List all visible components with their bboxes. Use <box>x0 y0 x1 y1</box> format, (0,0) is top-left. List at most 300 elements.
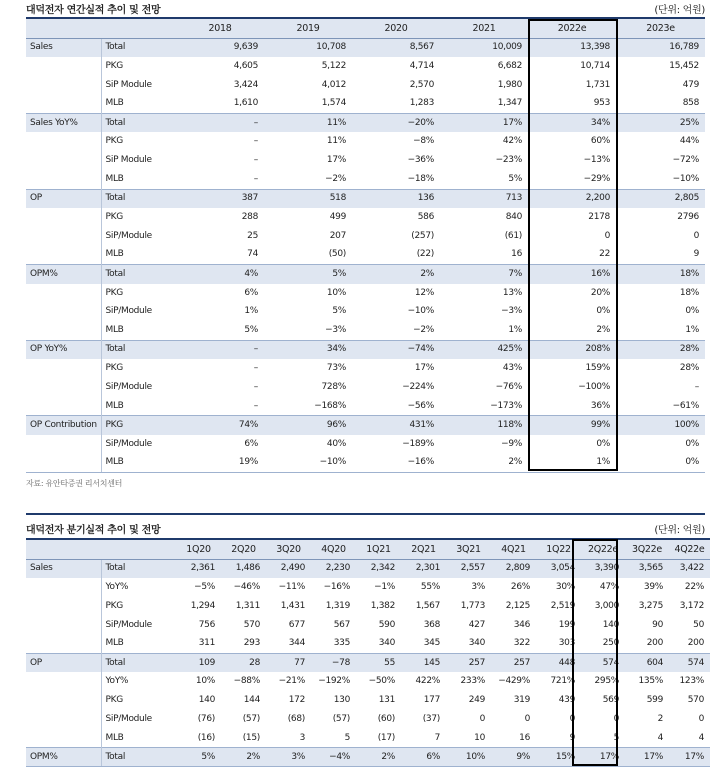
table-cell: 6% <box>244 287 258 298</box>
table-row <box>26 132 705 151</box>
table-cell: – <box>176 114 264 133</box>
annual-group-label-op-contribution: OP Contribution <box>26 416 101 435</box>
table-cell: 43% <box>502 363 522 374</box>
quarterly-column-header: 3Q22e <box>625 539 669 559</box>
table-row <box>26 208 705 227</box>
row-label: Total <box>101 265 176 284</box>
table-cell: – <box>253 381 258 392</box>
table-cell: 7% <box>440 265 528 284</box>
table-cell: −56% <box>407 400 434 411</box>
quarterly-group-label-empty <box>26 710 101 729</box>
annual-group-label-empty <box>26 321 101 340</box>
row-label: SiP/Module <box>105 438 152 449</box>
table-cell: 499 <box>329 211 346 222</box>
quarterly-group-label-op: OP <box>26 653 101 672</box>
table-cell: 55% <box>420 581 440 592</box>
table-cell: 2% <box>352 265 440 284</box>
table-cell: 1,731 <box>585 79 610 90</box>
table-cell: 42% <box>502 136 522 147</box>
table-row <box>26 170 705 189</box>
annual-results-table <box>26 17 705 473</box>
table-cell: 47% <box>599 581 619 592</box>
row-label: MLB <box>105 325 124 336</box>
table-cell: 340 <box>468 638 485 649</box>
quarterly-column-header: 1Q22 <box>536 539 581 559</box>
table-cell: 2,809 <box>491 559 536 578</box>
annual-column-header: 2019 <box>264 18 352 38</box>
table-cell: 1% <box>528 454 616 473</box>
table-row <box>26 748 710 767</box>
table-cell: 5% <box>332 306 346 317</box>
table-cell: 586 <box>417 211 434 222</box>
table-cell: 448 <box>536 653 581 672</box>
row-label: Total <box>101 559 176 578</box>
quarterly-column-header: 1Q21 <box>356 539 401 559</box>
quarterly-group-label-empty <box>26 578 101 597</box>
table-cell: (37) <box>422 714 440 725</box>
table-cell: 2,557 <box>446 559 491 578</box>
table-cell: 4,714 <box>409 60 434 71</box>
table-cell: −20% <box>352 114 440 133</box>
table-cell: 1,574 <box>321 98 346 109</box>
quarterly-group-label-empty <box>26 691 101 710</box>
table-cell: −16% <box>323 581 350 592</box>
table-cell: 0 <box>524 714 530 725</box>
table-cell: 73% <box>326 363 346 374</box>
table-cell: 3,390 <box>581 559 625 578</box>
table-cell: 479 <box>682 79 699 90</box>
annual-group-label-empty <box>26 227 101 246</box>
annual-group-label-opm: OPM% <box>26 265 101 284</box>
table-cell: 5 <box>613 732 619 743</box>
annual-header-row <box>26 18 705 38</box>
table-cell: (257) <box>411 230 434 241</box>
annual-column-header: 2022e <box>528 18 616 38</box>
table-cell: −10% <box>407 306 434 317</box>
table-cell: 4,605 <box>233 60 258 71</box>
table-cell: 10% <box>326 287 346 298</box>
table-cell: 10,708 <box>264 38 352 57</box>
row-label: Total <box>101 340 176 359</box>
table-cell: 422% <box>415 676 440 687</box>
row-label: SiP Module <box>105 155 152 166</box>
table-cell: 570 <box>243 619 260 630</box>
table-cell: 28 <box>221 653 266 672</box>
annual-group-label-empty <box>26 170 101 189</box>
table-cell: 4 <box>657 732 663 743</box>
table-cell: 5% <box>244 325 258 336</box>
table-cell: 25% <box>616 114 705 133</box>
table-cell: 858 <box>682 98 699 109</box>
table-cell: 16% <box>528 265 616 284</box>
table-row <box>26 57 705 76</box>
annual-group-label-empty <box>26 76 101 95</box>
table-cell: 0 <box>604 230 610 241</box>
table-cell: 233% <box>460 676 485 687</box>
table-cell: −3% <box>501 306 522 317</box>
quarterly-group-label-sales: Sales <box>26 559 101 578</box>
table-cell: 0% <box>685 438 699 449</box>
table-cell: 1,382 <box>370 600 395 611</box>
table-cell: 20% <box>590 287 610 298</box>
table-cell: 16,789 <box>616 38 705 57</box>
table-cell: 2 <box>657 714 663 725</box>
annual-group-label-empty <box>26 454 101 473</box>
table-cell: 19% <box>176 454 264 473</box>
table-cell: 1,311 <box>235 600 260 611</box>
table-cell: 145 <box>401 653 446 672</box>
table-cell: 22 <box>599 249 610 260</box>
table-cell: (68) <box>287 714 305 725</box>
annual-group-label-empty <box>26 208 101 227</box>
table-cell: 99% <box>528 416 616 435</box>
table-cell: 570 <box>687 695 704 706</box>
annual-column-header: 2023e <box>616 18 705 38</box>
table-row <box>26 38 705 57</box>
quarterly-column-header: 2Q22e <box>581 539 625 559</box>
table-cell: 7 <box>434 732 440 743</box>
table-cell: 1,319 <box>325 600 350 611</box>
table-cell: 135% <box>638 676 663 687</box>
table-row <box>26 578 710 597</box>
table-cell: 13,398 <box>528 38 616 57</box>
annual-group-label-empty <box>26 435 101 454</box>
table-cell: 1,347 <box>497 98 522 109</box>
row-label: SiP/Module <box>105 714 152 725</box>
table-cell: −23% <box>495 155 522 166</box>
table-cell: 2,125 <box>505 600 530 611</box>
table-cell: 257 <box>491 653 536 672</box>
table-row <box>26 265 705 284</box>
table-cell: 22% <box>684 581 704 592</box>
table-cell: 200 <box>646 638 663 649</box>
row-label: MLB <box>105 732 124 743</box>
table-cell: −173% <box>490 400 522 411</box>
row-label: Total <box>101 189 176 208</box>
table-cell: 28% <box>679 363 699 374</box>
table-row <box>26 302 705 321</box>
annual-group-label-empty <box>26 246 101 265</box>
table-cell: −9% <box>501 438 522 449</box>
table-cell: 177 <box>423 695 440 706</box>
annual-group-label-empty <box>26 95 101 114</box>
table-cell: (22) <box>416 249 434 260</box>
table-cell: 3,565 <box>625 559 669 578</box>
table-cell: – <box>253 155 258 166</box>
table-row <box>26 635 710 654</box>
table-cell: 0% <box>616 454 705 473</box>
table-cell: 0 <box>693 230 699 241</box>
row-label: YoY% <box>105 581 129 592</box>
table-cell: −46% <box>233 581 260 592</box>
table-cell: 1,980 <box>497 79 522 90</box>
table-cell: −74% <box>352 340 440 359</box>
table-cell: 2,490 <box>266 559 311 578</box>
table-cell: 713 <box>440 189 528 208</box>
table-cell: −61% <box>672 400 699 411</box>
table-cell: 9% <box>491 748 536 767</box>
table-cell: (60) <box>377 714 395 725</box>
table-cell: 2% <box>440 454 528 473</box>
table-cell: 140 <box>198 695 215 706</box>
table-cell: (57) <box>332 714 350 725</box>
table-cell: 18% <box>679 287 699 298</box>
table-cell: −168% <box>314 400 346 411</box>
table-cell: (16) <box>197 732 215 743</box>
table-cell: 136 <box>352 189 440 208</box>
table-cell: −10% <box>264 454 352 473</box>
table-cell: 1% <box>685 325 699 336</box>
table-cell: 1,610 <box>233 98 258 109</box>
annual-group-label-sales: Sales <box>26 38 101 57</box>
table-cell: −50% <box>368 676 395 687</box>
quarterly-group-label-empty <box>26 729 101 748</box>
row-label: SiP/Module <box>105 381 152 392</box>
table-cell: 9 <box>569 732 575 743</box>
table-cell: 15% <box>536 748 581 767</box>
table-cell: 431% <box>352 416 440 435</box>
table-cell: (61) <box>504 230 522 241</box>
table-cell: 322 <box>513 638 530 649</box>
table-cell: 9 <box>693 249 699 260</box>
table-cell: 1% <box>244 306 258 317</box>
table-cell: 16 <box>511 249 522 260</box>
annual-group-label-empty <box>26 302 101 321</box>
table-cell: 123% <box>679 676 704 687</box>
table-cell: 311 <box>198 638 215 649</box>
table-cell: 346 <box>513 619 530 630</box>
row-label: PKG <box>101 416 176 435</box>
table-cell: −2% <box>325 173 346 184</box>
table-cell: 4 <box>698 732 704 743</box>
table-cell: 10,714 <box>580 60 610 71</box>
table-cell: 3 <box>299 732 305 743</box>
table-cell: 2,805 <box>616 189 705 208</box>
table-cell: −88% <box>233 676 260 687</box>
table-cell: 1,283 <box>409 98 434 109</box>
table-cell: 425% <box>440 340 528 359</box>
table-cell: 8,567 <box>352 38 440 57</box>
table-cell: 0% <box>596 438 610 449</box>
table-cell: 26% <box>510 581 530 592</box>
table-cell: −8% <box>413 136 434 147</box>
table-row <box>26 397 705 416</box>
table-cell: 567 <box>333 619 350 630</box>
table-cell: 118% <box>440 416 528 435</box>
table-cell: 0% <box>685 306 699 317</box>
table-cell: 1,294 <box>190 600 215 611</box>
table-cell: 11% <box>326 136 346 147</box>
row-label: MLB <box>105 400 124 411</box>
table-cell: 3% <box>266 748 311 767</box>
table-cell: 109 <box>176 653 221 672</box>
table-cell: 1,431 <box>280 600 305 611</box>
table-cell: 250 <box>602 638 619 649</box>
row-label: SiP/Module <box>105 619 152 630</box>
table-cell: 0 <box>479 714 485 725</box>
table-cell: (57) <box>242 714 260 725</box>
table-cell: 3,054 <box>536 559 581 578</box>
quarterly-top-rule <box>26 513 705 515</box>
table-cell: – <box>253 136 258 147</box>
table-cell: 159% <box>585 363 610 374</box>
table-cell: 569 <box>602 695 619 706</box>
table-cell: 44% <box>679 136 699 147</box>
table-row <box>26 76 705 95</box>
table-cell: 953 <box>593 98 610 109</box>
table-cell: 2% <box>221 748 266 767</box>
table-cell: 10% <box>195 676 215 687</box>
table-cell: 17% <box>625 748 669 767</box>
table-cell: −5% <box>194 581 215 592</box>
table-cell: 2% <box>596 325 610 336</box>
annual-table-title: 대덕전자 연간실적 추이 및 전망 <box>26 5 161 16</box>
table-cell: 677 <box>288 619 305 630</box>
table-row <box>26 616 710 635</box>
table-cell: 2,519 <box>550 600 575 611</box>
table-row <box>26 151 705 170</box>
table-cell: 1% <box>508 325 522 336</box>
table-cell: −1% <box>374 581 395 592</box>
table-cell: 303 <box>558 638 575 649</box>
table-cell: 756 <box>198 619 215 630</box>
table-row <box>26 416 705 435</box>
table-cell: 3% <box>471 581 485 592</box>
table-row <box>26 340 705 359</box>
table-cell: 590 <box>378 619 395 630</box>
table-cell: 0% <box>596 306 610 317</box>
table-cell: 1,567 <box>415 600 440 611</box>
table-cell: 0 <box>698 714 704 725</box>
row-label: Total <box>101 38 176 57</box>
table-row <box>26 454 705 473</box>
quarterly-group-label-empty <box>26 672 101 691</box>
quarterly-column-header: 4Q22e <box>669 539 710 559</box>
quarterly-results-table <box>26 538 710 767</box>
table-cell: 18% <box>616 265 705 284</box>
table-cell: −13% <box>583 155 610 166</box>
table-cell: −29% <box>583 173 610 184</box>
quarterly-group-label-empty <box>26 616 101 635</box>
quarterly-group-label-empty <box>26 597 101 616</box>
table-cell: 40% <box>326 438 346 449</box>
table-cell: −192% <box>318 676 350 687</box>
table-cell: – <box>176 340 264 359</box>
table-cell: 140 <box>602 619 619 630</box>
table-cell: 2796 <box>677 211 699 222</box>
table-cell: – <box>253 363 258 374</box>
row-label: SiP/Module <box>105 306 152 317</box>
table-cell: −4% <box>311 748 356 767</box>
table-cell: −429% <box>498 676 530 687</box>
quarterly-column-header: 4Q20 <box>311 539 356 559</box>
quarterly-header-blank <box>26 539 176 559</box>
row-label: SiP Module <box>105 79 152 90</box>
table-cell: 60% <box>590 136 610 147</box>
table-cell: 599 <box>646 695 663 706</box>
table-cell: 11% <box>264 114 352 133</box>
table-row <box>26 189 705 208</box>
annual-group-label-op-yoy: OP YoY% <box>26 340 101 359</box>
table-cell: 840 <box>505 211 522 222</box>
annual-source-note: 자료: 유안타증권 리서치센터 <box>26 479 123 488</box>
table-cell: −2% <box>413 325 434 336</box>
row-label: PKG <box>105 136 123 147</box>
table-cell: 5,122 <box>321 60 346 71</box>
table-cell: 288 <box>241 211 258 222</box>
table-cell: −16% <box>352 454 440 473</box>
table-row <box>26 710 710 729</box>
table-cell: 144 <box>243 695 260 706</box>
table-cell: 2,361 <box>176 559 221 578</box>
table-cell: 131 <box>378 695 395 706</box>
table-cell: – <box>694 381 699 392</box>
table-cell: 5% <box>508 173 522 184</box>
table-cell: 427 <box>468 619 485 630</box>
table-row <box>26 284 705 303</box>
table-cell: −36% <box>407 155 434 166</box>
table-cell: 2,570 <box>409 79 434 90</box>
table-cell: 344 <box>288 638 305 649</box>
table-row <box>26 653 710 672</box>
table-cell: 295% <box>594 676 619 687</box>
table-cell: (76) <box>197 714 215 725</box>
row-label: MLB <box>105 173 124 184</box>
annual-group-label-empty <box>26 57 101 76</box>
table-cell: (50) <box>328 249 346 260</box>
table-cell: 36% <box>590 400 610 411</box>
table-cell: (17) <box>377 732 395 743</box>
table-cell: 0 <box>569 714 575 725</box>
quarterly-column-header: 4Q21 <box>491 539 536 559</box>
table-row <box>26 227 705 246</box>
annual-group-label-empty <box>26 359 101 378</box>
table-cell: 0 <box>613 714 619 725</box>
quarterly-column-header: 2Q20 <box>221 539 266 559</box>
table-cell: 319 <box>513 695 530 706</box>
table-cell: 50 <box>693 619 704 630</box>
quarterly-column-header: 3Q20 <box>266 539 311 559</box>
quarterly-unit-label: (단위: 억원) <box>654 525 705 536</box>
table-cell: 96% <box>264 416 352 435</box>
table-cell: 3,275 <box>638 600 663 611</box>
quarterly-column-header: 3Q21 <box>446 539 491 559</box>
table-cell: – <box>253 173 258 184</box>
table-cell: −18% <box>407 173 434 184</box>
table-cell: 74% <box>176 416 264 435</box>
table-cell: 208% <box>528 340 616 359</box>
annual-column-header: 2018 <box>176 18 264 38</box>
row-label: MLB <box>105 638 124 649</box>
table-cell: 721% <box>550 676 575 687</box>
quarterly-title-row <box>26 520 705 534</box>
table-cell: 207 <box>329 230 346 241</box>
table-cell: 9,639 <box>176 38 264 57</box>
row-label: PKG <box>105 600 123 611</box>
table-cell: 257 <box>446 653 491 672</box>
row-label: SiP/Module <box>105 230 152 241</box>
table-cell: 439 <box>558 695 575 706</box>
row-label: PKG <box>105 60 123 71</box>
table-cell: 368 <box>423 619 440 630</box>
quarterly-column-header: 2Q21 <box>401 539 446 559</box>
table-cell: 2,230 <box>311 559 356 578</box>
table-cell: 39% <box>643 581 663 592</box>
table-row <box>26 321 705 340</box>
table-cell: 17% <box>440 114 528 133</box>
table-row <box>26 597 710 616</box>
table-cell: 16 <box>519 732 530 743</box>
